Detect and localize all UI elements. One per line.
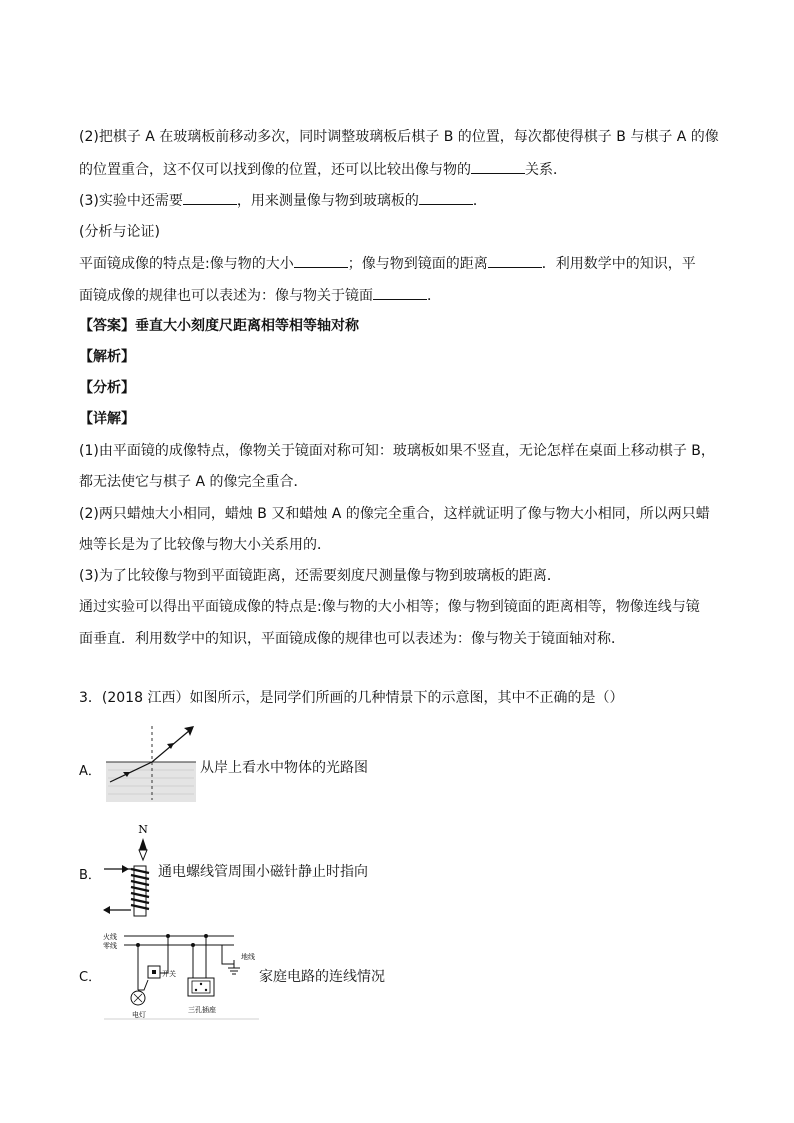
lamp-label: 电灯 bbox=[132, 1011, 146, 1019]
option-a-text: 从岸上看水中物体的光路图 bbox=[200, 760, 368, 776]
switch-lamp-wire bbox=[138, 980, 148, 990]
para-2-text-b: 关系． bbox=[525, 162, 567, 178]
option-a-letter: A． bbox=[79, 764, 101, 779]
switch-label: 开关 bbox=[162, 970, 176, 978]
blank-size bbox=[294, 253, 348, 268]
para-3-text-a: (3)实验中还需要 bbox=[79, 193, 183, 209]
compass-needle-north-icon bbox=[139, 838, 147, 850]
detail-4-line-1: 通过实验可以得出平面镜成像的特点是:像与物的大小相等；像与物到镜面的距离相等，物像连线与镜 bbox=[79, 599, 700, 615]
ground-wire-label: 地线 bbox=[241, 953, 255, 961]
blank-mirror-distance bbox=[488, 253, 542, 268]
question-3-stem: 3．(2018 江西）如图所示，是同学们所画的几种情景下的示意图，其中不正确的是（） bbox=[79, 690, 624, 706]
conclusion-text-c: ．利用数学中的知识，平 bbox=[541, 256, 696, 272]
detail-4-line-2: 面垂直．利用数学中的知识，平面镜成像的规律也可以表述为：像与物关于镜面轴对称． bbox=[79, 631, 625, 647]
socket-hole-icon bbox=[200, 983, 202, 985]
option-c-letter: C． bbox=[79, 970, 102, 985]
para-3-text-b: ，用来测量像与物到玻璃板的 bbox=[236, 193, 419, 209]
compass-needle-south-icon bbox=[139, 850, 147, 860]
socket-hole-icon bbox=[195, 989, 197, 991]
current-arrow-icon bbox=[103, 906, 110, 914]
detail-1-line-1: (1)由平面镜的成像特点，像物关于镜面对称可知：玻璃板如果不竖直，无论怎样在桌面上移动棋子 B， bbox=[79, 443, 715, 459]
analysis-heading: (分析与论证) bbox=[79, 224, 160, 240]
detail-2-line-2: 烛等长是为了比较像与物大小关系用的． bbox=[79, 537, 331, 553]
conclusion-text-d: 面镜成像的规律也可以表述为：像与物关于镜面 bbox=[79, 288, 373, 304]
blank-relation bbox=[471, 159, 525, 174]
refraction-figure bbox=[104, 724, 198, 804]
live-wire-label: 火线 bbox=[103, 933, 117, 941]
detail-1-line-2: 都无法使它与棋子 A 的像完全重合． bbox=[79, 474, 308, 490]
para-2-line-1: (2)把棋子 A 在玻璃板前移动多次，同时调整玻璃板后棋子 B 的位置，每次都使得棋子 B 与棋子 A 的像 bbox=[79, 129, 719, 145]
option-c-text: 家庭电路的连线情况 bbox=[259, 969, 385, 985]
answer-text: 垂直大小刻度尺距离相等相等轴对称 bbox=[135, 318, 359, 334]
current-arrow-icon bbox=[122, 865, 129, 873]
household-circuit-figure bbox=[102, 928, 259, 1020]
para-3-line bbox=[79, 190, 487, 211]
para-2-text-a: 的位置重合，这不仅可以找到像的位置，还可以比较出像与物的 bbox=[79, 162, 471, 178]
answer-line bbox=[79, 316, 359, 336]
switch-icon bbox=[152, 970, 156, 974]
socket-hole-icon bbox=[205, 989, 207, 991]
blank-distance bbox=[419, 190, 473, 205]
socket-label: 三孔插座 bbox=[188, 1006, 216, 1014]
socket-ground-wire bbox=[222, 945, 234, 964]
neutral-wire-label: 零线 bbox=[103, 942, 117, 950]
option-b-text: 通电螺线管周围小磁针静止时指向 bbox=[158, 864, 368, 880]
fenxi-heading: 【分析】 bbox=[79, 380, 135, 396]
conclusion-text-e: ． bbox=[427, 288, 441, 304]
jiexi-heading: 【解析】 bbox=[79, 349, 135, 365]
blank-tool bbox=[183, 190, 237, 205]
conclusion-line-1 bbox=[79, 253, 696, 274]
conclusion-line-2 bbox=[79, 285, 441, 306]
conclusion-text-a: 平面镜成像的特点是:像与物的大小 bbox=[79, 256, 294, 272]
detail-2-line-1: (2)两只蜡烛大小相同，蜡烛 B 又和蜡烛 A 的像完全重合，这样就证明了像与物大小相同，所以两只蜡 bbox=[79, 506, 710, 522]
conclusion-text-b: ；像与物到镜面的距离 bbox=[347, 256, 488, 272]
para-3-text-c: ． bbox=[472, 193, 487, 209]
north-label: N bbox=[138, 823, 148, 836]
answer-tag: 【答案】 bbox=[79, 318, 135, 334]
socket-face-icon bbox=[192, 981, 210, 993]
ground-symbol-icon bbox=[228, 960, 240, 974]
solenoid-figure bbox=[100, 822, 160, 922]
option-b-letter: B． bbox=[79, 868, 101, 883]
water-area bbox=[106, 762, 196, 802]
detail-3-line: (3)为了比较像与物到平面镜距离，还需要刻度尺测量像与物到玻璃板的距离． bbox=[79, 568, 561, 584]
xiangjie-heading: 【详解】 bbox=[79, 411, 135, 427]
para-2-line-2 bbox=[79, 159, 567, 180]
blank-symmetry bbox=[373, 285, 427, 300]
